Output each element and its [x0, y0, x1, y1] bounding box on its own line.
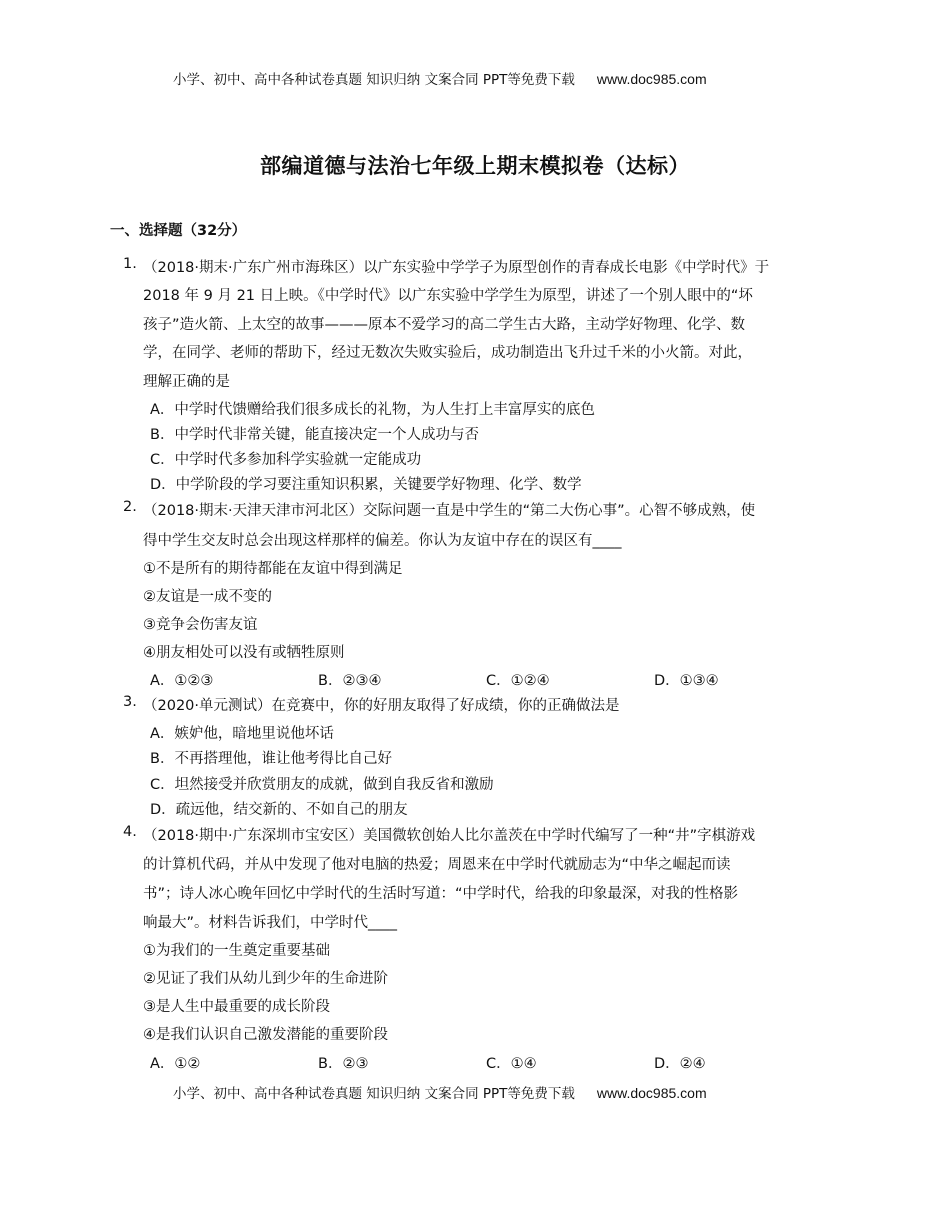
q2-option-a: A．①②③	[150, 673, 214, 689]
q1-line: （2018·期末·广东广州市海珠区）以广东实验中学学子为原型创作的青春成长电影《中学时代》于	[143, 260, 770, 276]
footer-text: 小学、初中、高中各种试卷真题 知识归纳 文案合同 PPT等免费下载	[173, 1086, 575, 1102]
q4-item: ③是人生中最重要的成长阶段	[143, 999, 330, 1015]
q2-line: 得中学生交友时总会出现这样那样的偏差。你认为友谊中存在的误区有____	[143, 533, 622, 549]
q3-option-b: B．不再搭理他，谁让他考得比自己好	[150, 751, 392, 767]
q4-line: 的计算机代码，并从中发现了他对电脑的热爱；周恩来在中学时代就励志为“中华之崛起而读	[143, 857, 731, 873]
page-title: 部编道德与法治七年级上期末模拟卷（达标）	[260, 154, 690, 178]
q1-option-d: D．中学阶段的学习要注重知识积累，关键要学好物理、化学、数学	[150, 477, 582, 493]
q2-item: ②友谊是一成不变的	[143, 589, 272, 605]
q1-option-a: A．中学时代馈赠给我们很多成长的礼物，为人生打上丰富厚实的底色	[150, 402, 595, 418]
q2-line: （2018·期末·天津天津市河北区）交际问题一直是中学生的“第二大伤心事”。心智不够成熟，使	[143, 503, 756, 519]
q3-option-d: D．疏远他，结交新的、不如自己的朋友	[150, 802, 408, 818]
q1-line: 2018 年 9 月 21 日上映。《中学时代》以广东实验中学学生为原型，讲述了一个别人眼中的“坏	[143, 288, 753, 304]
q2-item: ④朋友相处可以没有或牺牲原则	[143, 645, 345, 661]
q4-option-b: B．②③	[318, 1056, 369, 1072]
q3-line: （2020·单元测试）在竞赛中，你的好朋友取得了好成绩，你的正确做法是	[143, 698, 620, 714]
page-header	[173, 68, 707, 88]
q4-option-d: D．②④	[654, 1056, 706, 1072]
q2-number: 2.	[123, 499, 137, 515]
footer-site: www.doc985.com	[596, 1085, 707, 1101]
q4-line: 响最大”。材料告诉我们，中学时代____	[143, 915, 398, 931]
q1-line: 理解正确的是	[143, 374, 230, 390]
q3-option-c: C．坦然接受并欣赏朋友的成就，做到自我反省和激励	[150, 777, 494, 793]
header-text: 小学、初中、高中各种试卷真题 知识归纳 文案合同 PPT等免费下载	[173, 72, 575, 88]
q4-line: （2018·期中·广东深圳市宝安区）美国微软创始人比尔盖茨在中学时代编写了一种“井”字棋游戏	[143, 828, 756, 844]
q1-line: 孩子”造火箭、上太空的故事———原本不爱学习的高二学生古大路，主动学好物理、化学、数	[143, 317, 746, 333]
q4-number: 4.	[123, 824, 137, 840]
q4-item: ④是我们认识自己激发潜能的重要阶段	[143, 1027, 388, 1043]
q4-option-c: C．①④	[486, 1056, 537, 1072]
q3-number: 3.	[123, 694, 137, 710]
q1-number: 1.	[123, 256, 137, 272]
q4-line: 书”；诗人冰心晚年回忆中学时代的生活时写道：“中学时代，给我的印象最深，对我的性格影	[143, 886, 739, 902]
q1-option-c: C．中学时代多参加科学实验就一定能成功	[150, 452, 422, 468]
q4-item: ②见证了我们从幼儿到少年的生命进阶	[143, 971, 388, 987]
q3-option-a: A．嫉妒他，暗地里说他坏话	[150, 726, 334, 742]
q2-option-b: B．②③④	[318, 673, 382, 689]
header-site: www.doc985.com	[596, 71, 707, 87]
q2-option-c: C．①②④	[486, 673, 550, 689]
q1-option-b: B．中学时代非常关键，能直接决定一个人成功与否	[150, 427, 479, 443]
q1-line: 学，在同学、老师的帮助下，经过无数次失败实验后，成功制造出飞升过千米的小火箭。对此，	[143, 345, 752, 361]
page-footer	[173, 1082, 707, 1102]
q2-item: ③竞争会伤害友谊	[143, 617, 258, 633]
q2-option-d: D．①③④	[654, 673, 719, 689]
q4-item: ①为我们的一生奠定重要基础	[143, 943, 330, 959]
q2-item: ①不是所有的期待都能在友谊中得到满足	[143, 561, 403, 577]
q4-option-a: A．①②	[150, 1056, 201, 1072]
section-heading: 一、选择题（32分）	[110, 223, 247, 239]
